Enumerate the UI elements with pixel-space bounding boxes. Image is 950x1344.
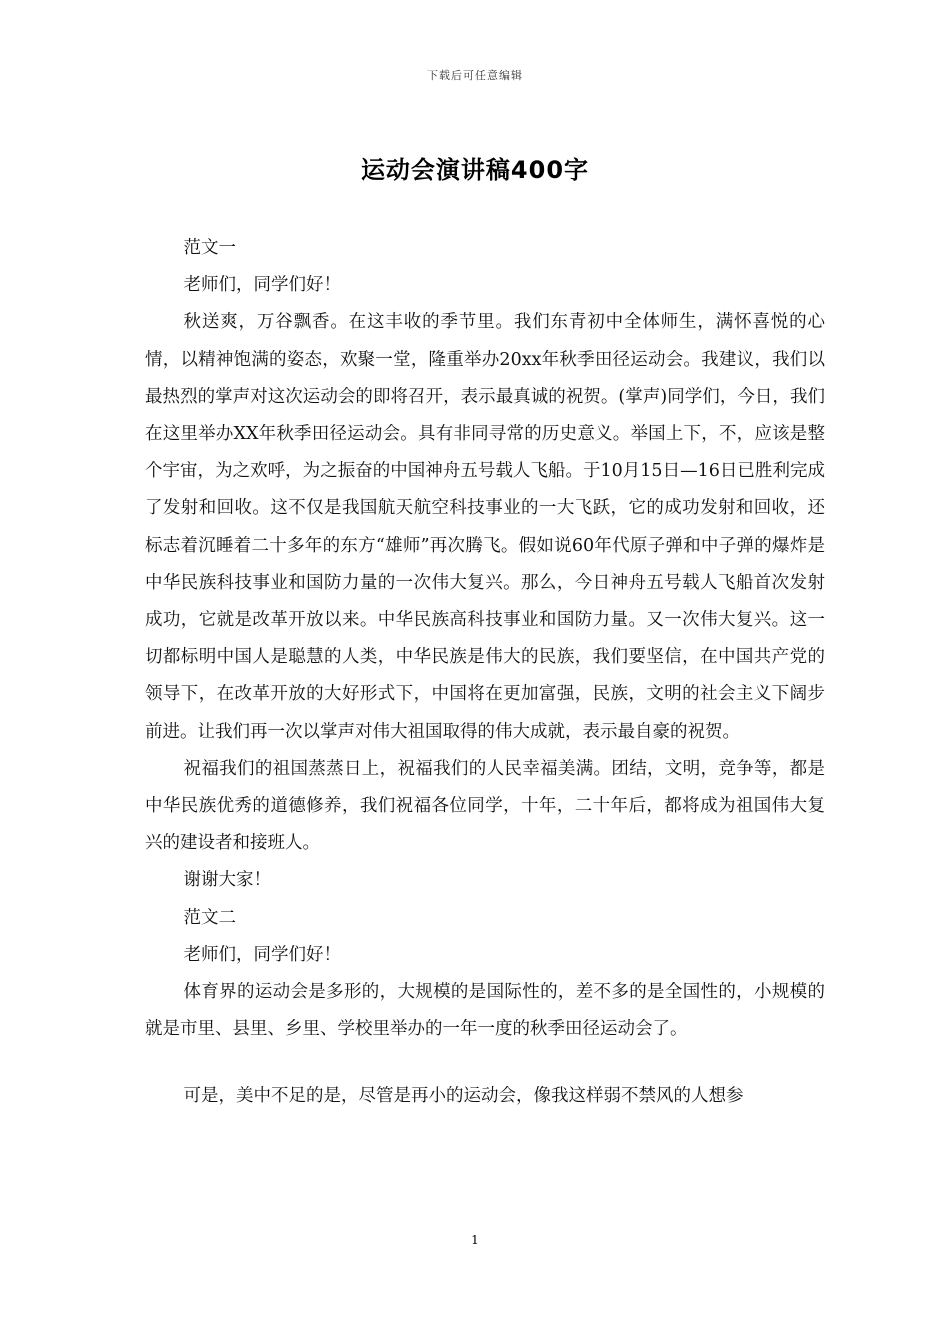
header-note: 下载后可任意编辑	[427, 69, 523, 82]
page-number: 1	[471, 1233, 479, 1247]
document-body	[145, 230, 825, 1116]
paragraph-thanks: 谢谢大家！	[183, 870, 271, 891]
paragraph-heading-2: 范文二	[183, 907, 236, 928]
paragraph-heading-1: 范文一	[183, 238, 236, 258]
paragraph-body-1: 秋送爽，万谷飘香。在这丰收的季节里。我们东青初中全体师生，满怀喜悦的心情，以精神饱满的姿态，欢聚一堂，隆重举办20xx年秋季田径运动会。我建议，我们以最热烈的掌声对这次运动会的即将召开，表示最真诚的祝贺。(掌声)同学们，今日，我们在这里举办XX年秋季田径运动会。具有非同寻常的历史意义。举国上下，不，应该是整个宇宙，为之欢呼，为之振奋的中国神舟五号载人飞船。于10月15日—16日已胜利完成了发射和回收。这不仅是我国航天航空科技事业的一大飞跃，它的成功发射和回收，还标志着沉睡着二十多年的东方“雄师”再次腾飞。假如说60年代原子弹和中子弹的爆炸是中华民族科技事业和国防力量的一次伟大复兴。那么，今日神舟五号载人飞船首次发射成功，它就是改革开放以来。中华民族高科技事业和国防力量。又一次伟大复兴。这一切都标明中国人是聪慧的人类，中华民族是伟大的民族，我们要坚信，在中国共产党的领导下，在改革开放的大好形式下，中国将在更加富强，民族，文明的社会主义下阔步前进。让我们再一次以掌声对伟大祖国取得的伟大成就，表示最自豪的祝贺。	[145, 312, 825, 742]
paragraph-body-4: 可是，美中不足的是，尽管是再小的运动会，像我这样弱不禁风的人想参	[183, 1086, 744, 1107]
paragraph-greeting-1: 老师们，同学们好！	[183, 275, 341, 296]
paragraph-greeting-2: 老师们，同学们好！	[183, 944, 341, 965]
paragraph-body-3: 体育界的运动会是多形的，大规模的是国际性的，差不多的是全国性的，小规模的就是市里、县里、乡里、学校里举办的一年一度的秋季田径运动会了。	[145, 982, 825, 1040]
document-title: 运动会演讲稿400字	[360, 156, 590, 184]
paragraph-body-2: 祝福我们的祖国蒸蒸日上，祝福我们的人民幸福美满。团结，文明，竞争等，都是中华民族优秀的道德修养，我们祝福各位同学，十年，二十年后，都将成为祖国伟大复兴的建设者和接班人。	[145, 758, 825, 854]
